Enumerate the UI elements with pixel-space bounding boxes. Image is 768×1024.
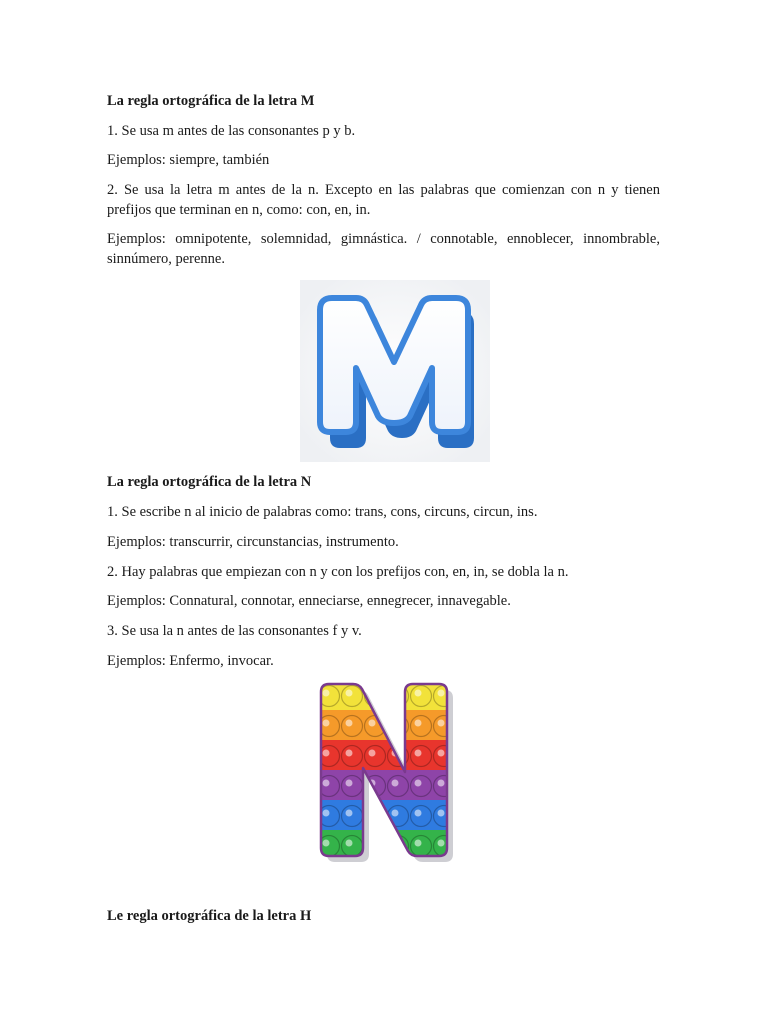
heading-letter-n: La regla ortográfica de la letra N [107,474,312,490]
example-n-3: Ejemplos: Enfermo, invocar. [107,653,274,669]
example-n-1: Ejemplos: transcurrir, circunstancias, instrumento. [107,534,399,550]
rule-m-1: 1. Se usa m antes de las consonantes p y b. [107,123,356,139]
rule-n-2: 2. Hay palabras que empiezan con n y con los prefijos con, en, in, se dobla la n. [107,564,569,580]
rule-n-1: 1. Se escribe n al inicio de palabras como: trans, cons, circuns, circun, ins. [107,504,538,520]
rule-m-2: 2. Se usa la letra m antes de la n. Excepto en las palabras que comienzan con n y tienen prefijos que terminan en n, como: con, en, in. [107,182,660,218]
heading-letter-m: La regla ortográfica de la letra M [107,93,315,109]
rule-n-3: 3. Se usa la n antes de las consonantes f y v. [107,623,362,639]
letter-n-image [313,680,459,865]
example-m-2: Ejemplos: omnipotente, solemnidad, gimnástica. / connotable, ennoblecer, innombrable, sinnúmero, perenne. [107,231,660,267]
example-m-1: Ejemplos: siempre, también [107,152,270,168]
heading-letter-h: Le regla ortográfica de la letra H [107,908,312,924]
letter-m-image [300,280,490,462]
example-n-2: Ejemplos: Connatural, connotar, enneciarse, ennegrecer, innavegable. [107,593,511,609]
